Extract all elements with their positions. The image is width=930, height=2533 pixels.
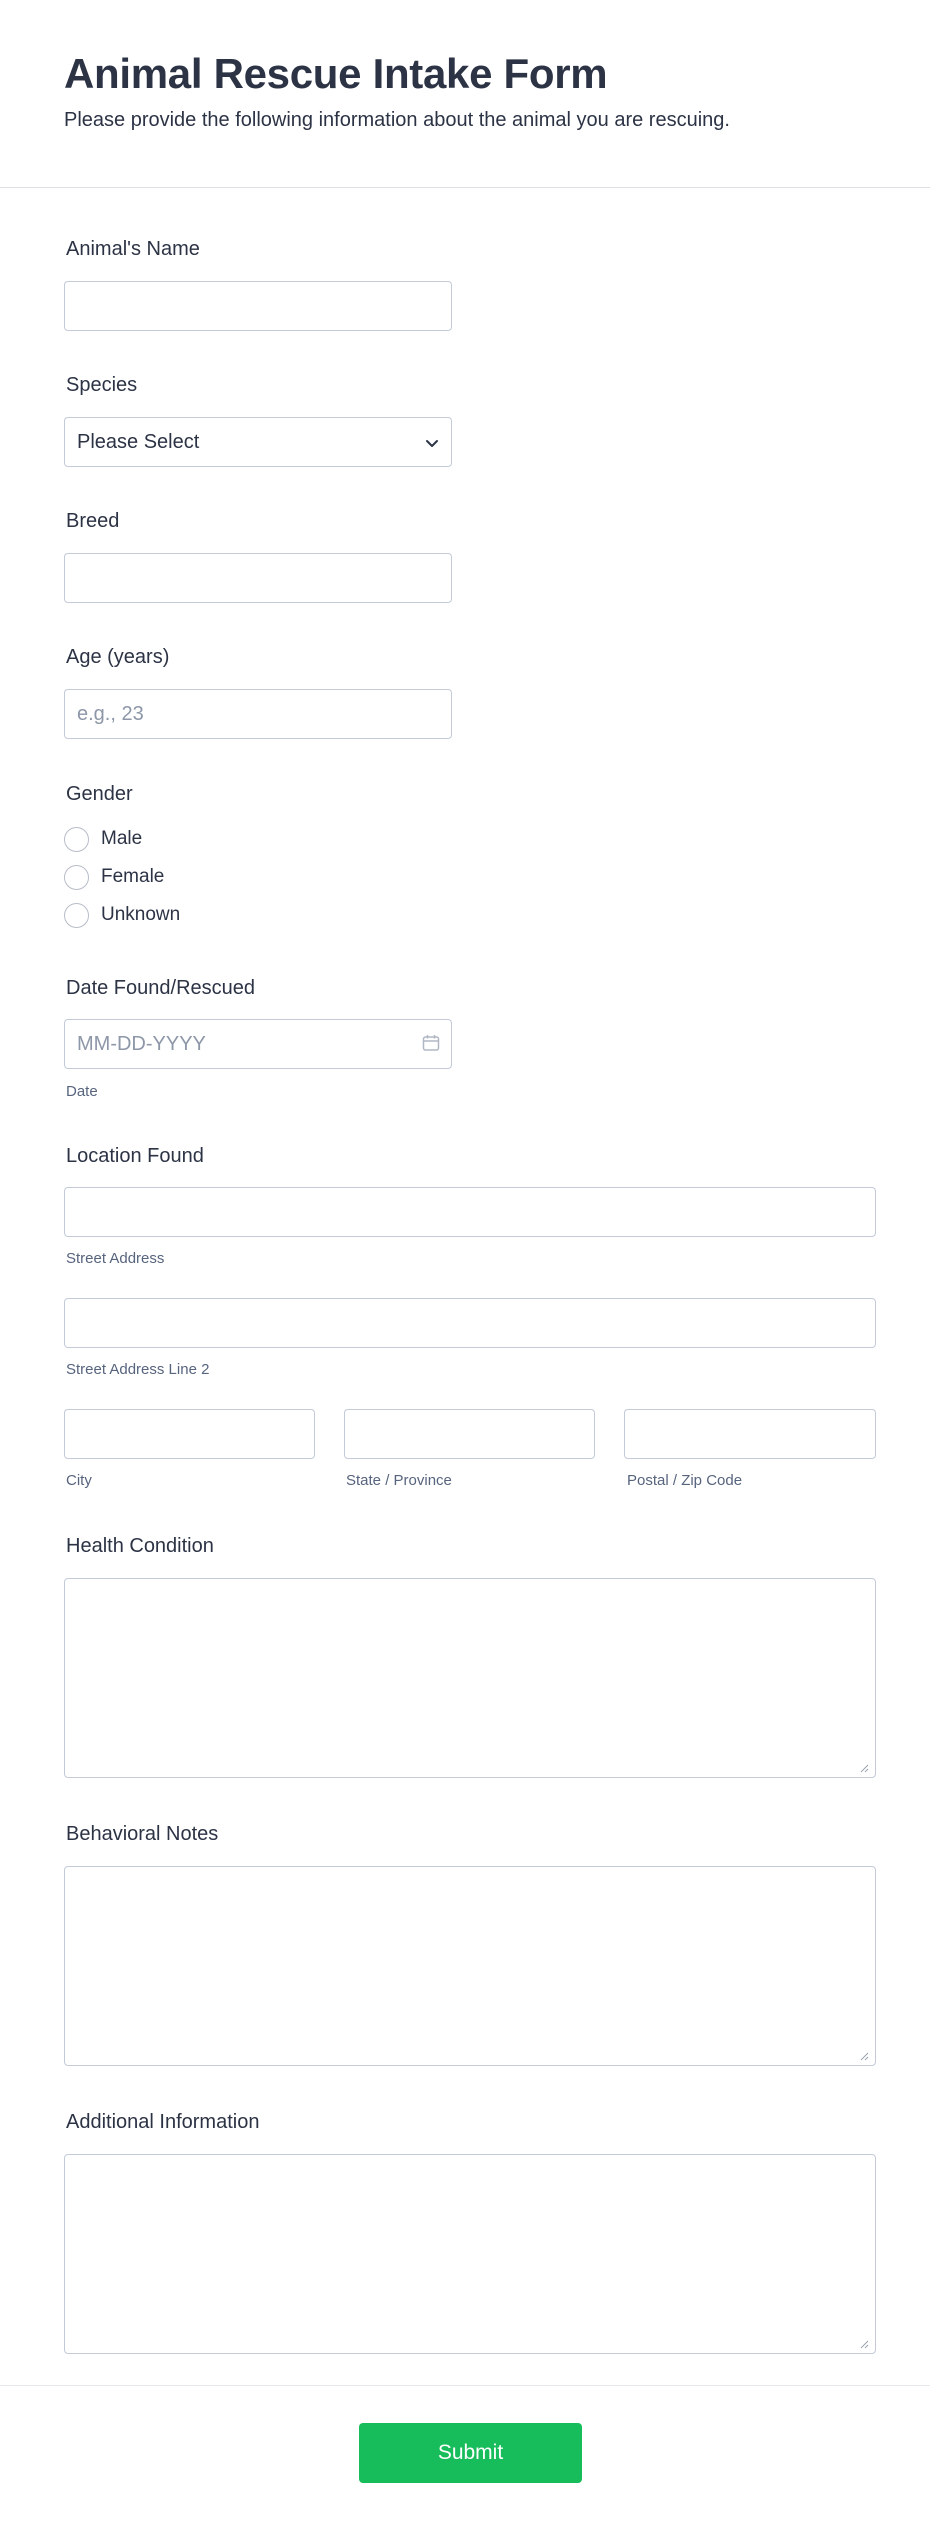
- species-selected-value: Please Select: [77, 430, 200, 453]
- gender-option-male[interactable]: [64, 826, 142, 852]
- street-address-line2-input[interactable]: [64, 1298, 876, 1348]
- state-sublabel: State / Province: [346, 1472, 452, 1489]
- radio-button[interactable]: [64, 865, 89, 890]
- resize-grip-icon[interactable]: [859, 2339, 869, 2349]
- radio-button[interactable]: [64, 827, 89, 852]
- footer-divider: [0, 2385, 930, 2386]
- zip-sublabel: Postal / Zip Code: [627, 1472, 743, 1489]
- city-input[interactable]: [64, 1409, 315, 1459]
- location-label: Location Found: [66, 1145, 204, 1167]
- gender-option-female[interactable]: [64, 864, 164, 890]
- behavioral-notes-textarea[interactable]: [64, 1866, 876, 2066]
- street-address-sublabel: Street Address: [66, 1250, 165, 1267]
- street-address-line2-sublabel: Street Address Line 2: [66, 1361, 210, 1378]
- city-sublabel: City: [66, 1472, 92, 1489]
- resize-grip-icon[interactable]: [859, 1763, 869, 1773]
- date-sublabel: Date: [66, 1083, 98, 1100]
- date-field: [64, 1019, 452, 1069]
- radio-label-male: Male: [101, 828, 143, 849]
- calendar-icon[interactable]: [422, 1034, 440, 1052]
- resize-grip-icon[interactable]: [859, 2051, 869, 2061]
- street-address-input[interactable]: [64, 1187, 876, 1237]
- age-input[interactable]: [64, 689, 452, 739]
- behavioral-notes-label: Behavioral Notes: [66, 1823, 219, 1845]
- species-label: Species: [66, 374, 138, 396]
- state-input[interactable]: [344, 1409, 595, 1459]
- radio-label-unknown: Unknown: [101, 904, 181, 925]
- form-subtitle: Please provide the following information about the animal you are rescuing.: [64, 109, 730, 131]
- health-condition-label: Health Condition: [66, 1535, 214, 1557]
- additional-info-textarea[interactable]: [64, 2154, 876, 2354]
- chevron-down-icon: [425, 436, 439, 450]
- additional-info-label: Additional Information: [66, 2111, 260, 2133]
- species-select[interactable]: [64, 417, 452, 467]
- gender-label: Gender: [66, 783, 133, 805]
- form-header: [0, 0, 930, 188]
- submit-button[interactable]: Submit: [359, 2423, 582, 2483]
- animal-name-label: Animal's Name: [66, 238, 200, 260]
- form-title: Animal Rescue Intake Form: [64, 50, 608, 97]
- animal-name-input[interactable]: [64, 281, 452, 331]
- breed-input[interactable]: [64, 553, 452, 603]
- health-condition-textarea[interactable]: [64, 1578, 876, 1778]
- age-label: Age (years): [66, 646, 170, 668]
- radio-label-female: Female: [101, 866, 165, 887]
- date-input[interactable]: [64, 1019, 452, 1069]
- breed-label: Breed: [66, 510, 120, 532]
- radio-button[interactable]: [64, 903, 89, 928]
- gender-option-unknown[interactable]: [64, 902, 180, 928]
- date-found-label: Date Found/Rescued: [66, 977, 256, 999]
- zip-input[interactable]: [624, 1409, 876, 1459]
